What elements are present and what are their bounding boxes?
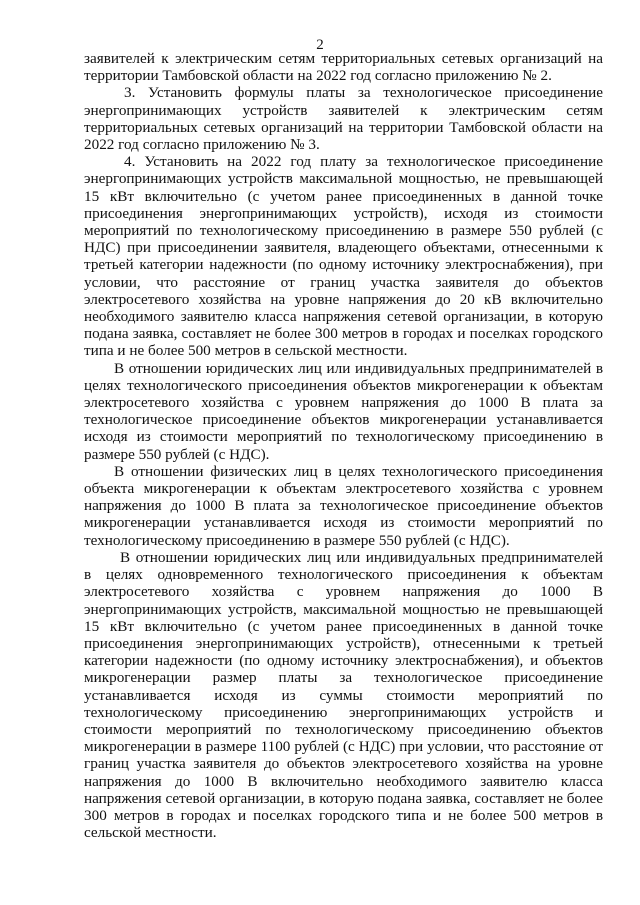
page-number: 2 (316, 37, 324, 53)
paragraph-item-4: 4. Установить на 2022 год плату за технологическое присоединение энергопринимающих устройств максимальной мощностью, не превышающей 15 кВт включительно (с учетом ранее присоединенных в данной точке присоединения энергопринимающих устройств), исходя из стоимости мероприятий по технологическому присоединению в размере 550 рублей (с НДС) при присоединении заявителя, владеющего объектами, отнесенными к третьей категории надежности (по одному источнику электроснабжения), при условии, что расстояние от границ участка заявителя до объектов электросетевого хозяйства на уровне напряжения до 20 кВ включительно необходимого заявителю класса напряжения сетевой организации, в которую подана заявка, составляет не более 300 метров в городах и поселках городского типа и не более 500 метров в сельской местности. (84, 153, 603, 360)
document-body (84, 50, 603, 841)
paragraph-simultaneous-connection: В отношении юридических лиц или индивидуальных предпринимателей в целях одновременного технологического присоединения к объектам электросетевого хозяйства с уровнем напряжения до 1000 В энергопринимающих устройств, максимальной мощностью не превышающей 15 кВт включительно (с учетом ранее присоединенных в данной точке присоединения энергопринимающих устройств), отнесенными к третьей категории надежности (по одному источнику электроснабжения), и объектов микрогенерации размер платы за технологическое присоединение устанавливается исходя из суммы стоимости мероприятий по технологическому присоединению энергопринимающих устройств и стоимости мероприятий по технологическому присоединению объектов микрогенерации в размере 1100 рублей (с НДС) при условии, что расстояние от границ участка заявителя до объектов электросетевого хозяйства на уровне напряжения до 1000 В включительно необходимого заявителю класса напряжения сетевой организации, в которую подана заявка, составляет не более 300 метров в городах и поселках городского типа и не более 500 метров в сельской местности. (84, 548, 603, 842)
paragraph-legal-entities-microgeneration: В отношении юридических лиц или индивидуальных предпринимателей в целях технологического присоединения объектов микрогенерации к объектам электросетевого хозяйства с уровнем напряжения до 1000 В плата за технологическое присоединение объектов микрогенерации устанавливается исходя из стоимости мероприятий по технологическому присоединению в размере 550 рублей (с НДС). (84, 359, 603, 463)
paragraph-individuals-microgeneration: В отношении физических лиц в целях технологического присоединения объекта микрогенерации к объектам электросетевого хозяйства с уровнем напряжения до 1000 В плата за технологическое присоединение объектов микрогенерации устанавливается исходя из стоимости мероприятий по технологическому присоединению в размере 550 рублей (с НДС). (84, 462, 603, 549)
paragraph-item-3: 3. Установить формулы платы за технологическое присоединение энергопринимающих устройств заявителей к электрическим сетям территориальных сетевых организаций на территории Тамбовской области на 2022 год согласно приложению № 3. (84, 84, 603, 154)
paragraph-continuation: заявителей к электрическим сетям территориальных сетевых организаций на территории Тамбовской области на 2022 год согласно приложению № 2. (84, 50, 603, 85)
